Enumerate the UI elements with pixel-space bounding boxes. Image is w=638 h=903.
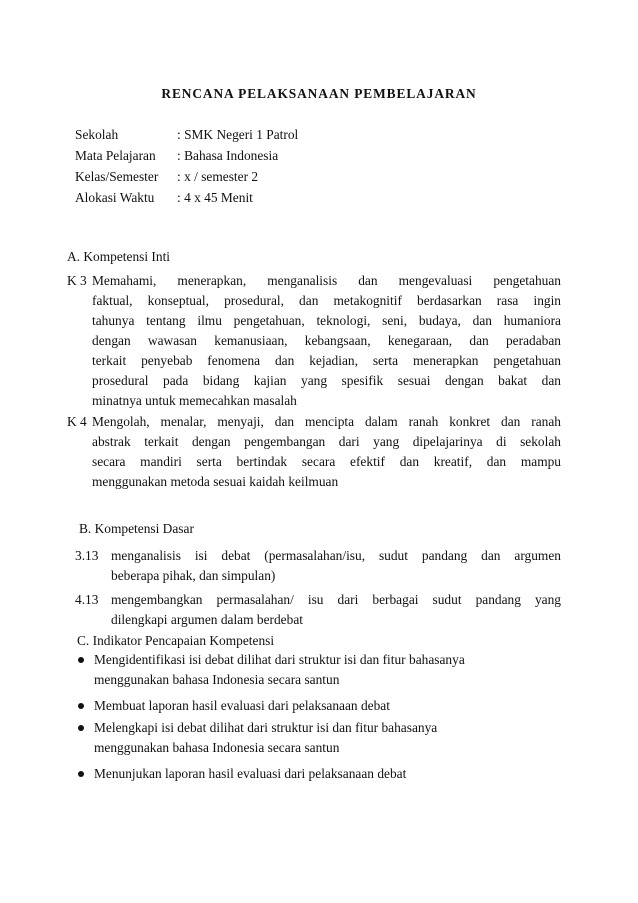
section-c-heading: C. Indikator Pencapaian Kompetensi: [77, 633, 275, 648]
info-label: Alokasi Waktu: [75, 190, 155, 205]
text-line: Mengolah, menalar, menyaji, dan mencipta dalam ranah konkret dan ranah: [92, 414, 561, 429]
text-line: minatnya untuk memecahkan masalah: [92, 393, 297, 408]
section-a-heading: A. Kompetensi Inti: [67, 249, 171, 264]
bullet-dot-icon: [78, 771, 84, 777]
info-value: : Bahasa Indonesia: [177, 145, 278, 166]
kd413-text: [111, 590, 561, 610]
ki3-text-cont: [92, 291, 561, 411]
text-line: mengembangkan permasalahan/ isu dari berbagai sudut pandang yang: [111, 592, 561, 607]
list-item: [78, 718, 578, 758]
section-b-heading: B. Kompetensi Dasar: [79, 521, 194, 536]
item-line: menggunakan bahasa Indonesia secara santun: [94, 740, 340, 755]
text-line: faktual, konseptual, prosedural, dan metakognitif berdasarkan rasa ingin: [92, 293, 561, 308]
info-label: Kelas/Semester: [75, 169, 159, 184]
text-line: prosedural pada bidang kajian yang spesifik sesuai dengan bakat dan: [92, 373, 561, 388]
text-line: secara mandiri serta bertindak secara efektif dan kreatif, dan mampu: [92, 454, 561, 469]
bullet-dot-icon: [78, 703, 84, 709]
kd313-label: 3.13: [75, 548, 99, 563]
document-title: RENCANA PELAKSANAAN PEMBELAJARAN: [161, 86, 477, 101]
kd313-text-cont: [111, 566, 561, 586]
text-line: dilengkapi argumen dalam berdebat: [111, 612, 303, 627]
list-item: [78, 764, 578, 784]
info-value: : 4 x 45 Menit: [177, 187, 253, 208]
bullet-dot-icon: [78, 725, 84, 731]
ki3-text: [92, 271, 561, 291]
item-line: Melengkapi isi debat dilihat dari struktur isi dan fitur bahasanya: [94, 720, 438, 735]
list-item: [78, 650, 578, 690]
info-label: Sekolah: [75, 127, 119, 142]
ki3-label: K 3: [67, 273, 87, 288]
item-line: Mengidentifikasi isi debat dilihat dari struktur isi dan fitur bahasanya: [94, 652, 465, 667]
info-value: : x / semester 2: [177, 166, 258, 187]
kd413-label: 4.13: [75, 592, 99, 607]
item-line: Menunjukan laporan hasil evaluasi dari pelaksanaan debat: [94, 766, 407, 781]
ki4-text-cont: [92, 432, 561, 492]
ki4-text: [92, 412, 561, 432]
kd413-text-cont: [111, 610, 561, 630]
text-line: menganalisis isi debat (permasalahan/isu, sudut pandang dan argumen: [111, 548, 561, 563]
text-line: menggunakan metoda sesuai kaidah keilmuan: [92, 474, 339, 489]
item-line: menggunakan bahasa Indonesia secara santun: [94, 672, 340, 687]
bullet-dot-icon: [78, 657, 84, 663]
text-line: abstrak terkait dengan pengembangan dari yang dipelajarinya di sekolah: [92, 434, 561, 449]
indicator-list: [78, 650, 578, 784]
ki4-label: K 4: [67, 414, 87, 429]
info-value: : SMK Negeri 1 Patrol: [177, 124, 298, 145]
kd313-text: [111, 546, 561, 566]
text-line: terkait penyebab fenomena dan kejadian, serta menerapkan pengetahuan: [92, 353, 561, 368]
text-line: Memahami, menerapkan, menganalisis dan mengevaluasi pengetahuan: [92, 273, 561, 288]
item-line: Membuat laporan hasil evaluasi dari pelaksanaan debat: [94, 698, 390, 713]
text-line: dengan wawasan kemanusiaan, kebangsaan, kenegaraan, dan peradaban: [92, 333, 561, 348]
info-label: Mata Pelajaran: [75, 148, 156, 163]
text-line: tahunya tentang ilmu pengetahuan, teknologi, seni, budaya, dan humaniora: [92, 313, 561, 328]
list-item: [78, 696, 578, 716]
text-line: beberapa pihak, dan simpulan): [111, 568, 276, 583]
